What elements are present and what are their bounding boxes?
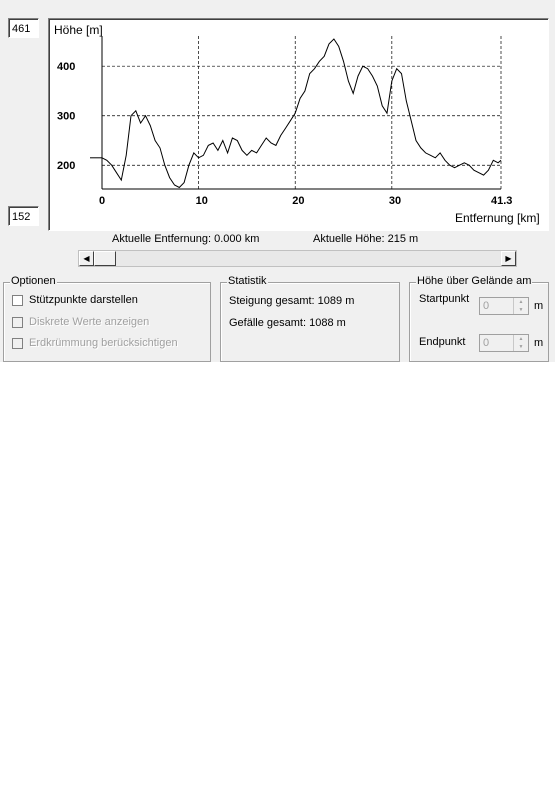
option-label: Erdkrümmung berücksichtigen xyxy=(29,337,178,349)
y-max-value: 461 xyxy=(12,23,31,35)
y-min-field[interactable] xyxy=(8,206,39,226)
start-point-stepper[interactable] xyxy=(479,297,529,315)
end-unit: m xyxy=(534,337,544,349)
checkbox[interactable] xyxy=(12,338,23,349)
option-show-points[interactable] xyxy=(12,294,138,306)
checkbox[interactable] xyxy=(12,317,23,328)
y-min-value: 152 xyxy=(12,211,31,223)
profile-line xyxy=(102,39,501,188)
scroll-left-button[interactable] xyxy=(79,251,94,266)
statistics-title: Statistik xyxy=(228,275,267,287)
scroll-right-button[interactable] xyxy=(501,251,516,266)
statistics-group xyxy=(220,275,400,362)
chart-svg xyxy=(49,19,546,228)
elevation-profile-panel xyxy=(0,0,555,362)
arrow-right-icon: ▶ xyxy=(505,254,512,263)
spin-buttons[interactable] xyxy=(513,298,528,314)
option-label: Diskrete Werte anzeigen xyxy=(29,316,150,328)
y-max-field[interactable] xyxy=(8,18,39,38)
start-point-label: Startpunkt xyxy=(419,293,470,305)
height-above-terrain-group xyxy=(409,275,549,362)
spin-buttons[interactable] xyxy=(513,335,528,351)
checkbox[interactable] xyxy=(12,295,23,306)
x-tick-label: 41.3 xyxy=(491,195,513,207)
x-axis-label: Entfernung [km] xyxy=(455,211,540,225)
start-unit: m xyxy=(534,300,544,312)
x-tick-label: 20 xyxy=(292,195,305,207)
spin-up-icon[interactable]: ▲ xyxy=(518,336,524,342)
scroll-thumb[interactable] xyxy=(94,251,116,266)
y-tick-label: 400 xyxy=(57,61,76,74)
current-distance: Aktuelle Entfernung: 0.000 km xyxy=(112,233,260,245)
options-group xyxy=(3,275,211,362)
end-point-label: Endpunkt xyxy=(419,336,466,348)
spin-down-icon[interactable]: ▼ xyxy=(518,344,524,350)
current-height: Aktuelle Höhe: 215 m xyxy=(313,233,419,245)
x-tick-label: 10 xyxy=(195,195,208,207)
option-earth-curvature[interactable] xyxy=(12,337,178,349)
y-axis-label: Höhe [m] xyxy=(54,23,103,37)
options-title: Optionen xyxy=(11,275,56,287)
y-tick-label: 300 xyxy=(57,110,76,123)
elevation-chart xyxy=(48,18,549,231)
end-point-stepper[interactable] xyxy=(479,334,529,352)
spin-down-icon[interactable]: ▼ xyxy=(518,307,524,313)
option-label: Stützpunkte darstellen xyxy=(29,294,138,306)
option-discrete-values[interactable] xyxy=(12,316,149,328)
y-tick-label: 200 xyxy=(57,160,76,173)
spin-up-icon[interactable]: ▲ xyxy=(518,299,524,305)
arrow-left-icon: ◀ xyxy=(83,254,90,263)
end-point-value: 0 xyxy=(483,337,490,349)
total-ascent: Steigung gesamt: 1089 m xyxy=(229,295,355,307)
x-tick-label: 30 xyxy=(388,195,402,207)
x-tick-label: 0 xyxy=(99,195,106,207)
position-scrollbar[interactable] xyxy=(78,250,517,267)
height-above-title: Höhe über Gelände am xyxy=(417,275,532,287)
start-point-value: 0 xyxy=(483,300,490,312)
total-descent: Gefälle gesamt: 1088 m xyxy=(229,317,346,329)
